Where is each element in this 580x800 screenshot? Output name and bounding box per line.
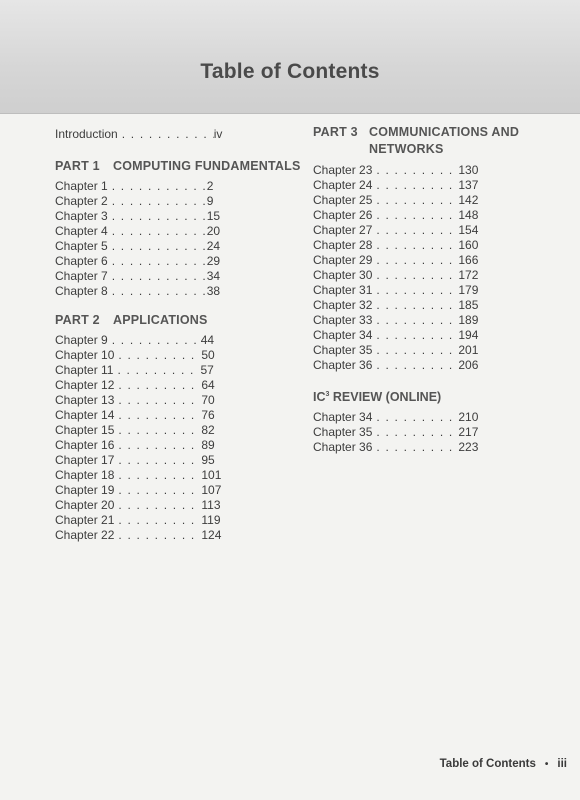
part-3-chapter-list [313,163,563,373]
page-footer [440,758,567,770]
leader-dots [118,483,201,498]
part-number: PART 1 [55,159,100,173]
entry-label: Chapter 15 [55,423,115,437]
leader-dots [112,209,207,224]
toc-entry[interactable] [55,513,305,528]
toc-entry[interactable] [313,425,563,440]
entry-page: 137 [458,178,479,192]
toc-entry[interactable] [313,343,563,358]
entry-label: Chapter 17 [55,453,115,467]
entry-page: 142 [458,193,479,207]
toc-entry[interactable] [55,284,305,299]
toc-entry[interactable] [55,498,305,513]
review-heading-suffix: REVIEW (ONLINE) [329,390,442,405]
toc-entry[interactable] [55,179,305,194]
leader-dots [376,268,458,283]
entry-page: 154 [458,223,479,237]
entry-label: Chapter 25 [313,193,373,207]
leader-dots [376,328,458,343]
part-2-chapter-list [55,333,305,543]
toc-entry[interactable] [55,239,305,254]
toc-entry[interactable] [313,238,563,253]
entry-label: Chapter 27 [313,223,373,237]
leader-dots [376,238,458,253]
toc-entry[interactable] [313,328,563,343]
entry-label: Chapter 7 [55,269,108,283]
entry-page: 82 [201,423,215,437]
leader-dots [376,410,458,425]
header-band [0,0,580,114]
leader-dots [376,440,458,455]
entry-label: Chapter 14 [55,408,115,422]
part-name-line-2: NETWORKS [369,142,444,156]
entry-page: 70 [201,393,215,407]
entry-label: Chapter 4 [55,224,108,238]
entry-page: 130 [458,163,479,177]
entry-page: 101 [201,468,222,482]
review-heading-superscript: 3 [325,391,330,398]
leader-dots [376,283,458,298]
entry-page: 89 [201,438,215,452]
toc-entry[interactable] [55,438,305,453]
entry-label: Chapter 10 [55,348,115,362]
toc-entry[interactable] [55,269,305,284]
entry-page: 201 [458,343,479,357]
entry-label: Chapter 32 [313,298,373,312]
toc-entry[interactable] [313,358,563,373]
leader-dots [112,239,207,254]
toc-right-column [313,124,563,455]
entry-page: 166 [458,253,479,267]
entry-label: Chapter 35 [313,343,373,357]
entry-page: 95 [201,453,215,467]
toc-entry[interactable] [313,193,563,208]
toc-entry[interactable] [313,178,563,193]
toc-entry-introduction[interactable] [55,127,305,142]
leader-dots [376,178,458,193]
entry-label: Chapter 36 [313,440,373,455]
entry-page: 172 [458,268,479,282]
entry-page: 206 [458,358,479,372]
toc-entry[interactable] [313,163,563,178]
toc-entry[interactable] [55,453,305,468]
toc-entry[interactable] [55,194,305,209]
entry-page: 29 [206,254,221,268]
part-1-chapter-list [55,179,305,299]
entry-label: Chapter 34 [313,328,373,342]
toc-entry[interactable] [55,528,305,543]
entry-page: 217 [458,425,479,440]
toc-entry[interactable] [55,378,305,393]
entry-page: 160 [458,238,479,252]
page-title: Table of Contents [200,60,380,83]
toc-entry[interactable] [55,423,305,438]
review-chapter-list [313,410,563,455]
entry-label: Chapter 31 [313,283,373,297]
entry-page: 64 [201,378,215,392]
entry-label: Chapter 34 [313,410,373,425]
part-name: COMPUTING FUNDAMENTALS [113,159,301,173]
entry-page: 57 [200,363,214,377]
entry-page: iv [213,127,223,141]
part-name [369,124,563,158]
leader-dots [376,313,458,328]
leader-dots [112,284,207,299]
footer-title: Table of Contents [439,758,536,770]
leader-dots [376,223,458,238]
entry-page: 38 [206,284,221,298]
toc-entry[interactable] [313,298,563,313]
leader-dots [376,253,458,268]
leader-dots [118,423,201,438]
leader-dots [118,348,201,363]
entry-page: 9 [206,194,214,208]
leader-dots [118,468,201,483]
toc-entry[interactable] [55,408,305,423]
leader-dots [122,127,214,142]
toc-entry[interactable] [313,208,563,223]
entry-page: 24 [206,239,221,253]
entry-label: Chapter 24 [313,178,373,192]
entry-page: 124 [201,528,222,542]
toc-entry[interactable] [313,313,563,328]
leader-dots [376,358,458,373]
part-name-line-1: COMMUNICATIONS AND [369,125,520,139]
toc-entry[interactable] [55,254,305,269]
toc-entry[interactable] [313,253,563,268]
part-3-heading [313,124,563,158]
leader-dots [376,193,458,208]
leader-dots [118,498,201,513]
leader-dots [376,425,458,440]
toc-entry[interactable] [55,468,305,483]
entry-page: 50 [201,348,215,362]
leader-dots [376,163,458,178]
entry-label: Chapter 20 [55,498,115,512]
footer-bullet: • [544,758,549,770]
toc-entry[interactable] [55,348,305,363]
entry-page: 76 [201,408,215,422]
entry-page: 185 [458,298,479,312]
entry-page: 44 [200,333,215,347]
entry-label: Chapter 2 [55,194,108,208]
entry-page: 107 [201,483,222,497]
entry-page: 148 [458,208,479,222]
leader-dots [118,408,201,423]
leader-dots [118,513,201,528]
entry-page: 179 [458,283,479,297]
toc-entry[interactable] [313,268,563,283]
toc-entry[interactable] [55,224,305,239]
toc-entry[interactable] [313,283,563,298]
entry-label: Chapter 36 [313,358,373,372]
leader-dots [376,343,458,358]
entry-label: Chapter 28 [313,238,373,252]
toc-entry[interactable] [55,393,305,408]
leader-dots [118,438,201,453]
ic3-review-heading [313,386,563,406]
entry-label: Chapter 21 [55,513,115,527]
toc-entry[interactable] [313,223,563,238]
entry-label: Chapter 26 [313,208,373,222]
entry-page: 2 [206,179,214,193]
entry-label: Chapter 11 [55,363,114,377]
leader-dots [118,393,201,408]
leader-dots [376,208,458,223]
toc-entry[interactable] [313,410,563,425]
toc-entry[interactable] [313,440,563,455]
leader-dots [118,453,201,468]
leader-dots [376,298,458,313]
entry-page: 194 [458,328,479,342]
leader-dots [112,269,207,284]
leader-dots [117,363,200,378]
entry-page: 210 [458,410,479,425]
entry-label: Chapter 6 [55,254,108,268]
entry-label: Chapter 35 [313,425,373,440]
toc-entry[interactable] [55,333,305,348]
entry-label: Chapter 16 [55,438,115,452]
entry-page: 119 [201,513,221,527]
page-number: iii [557,758,567,770]
toc-left-column [55,127,305,543]
leader-dots [112,254,207,269]
entry-label: Chapter 8 [55,284,108,298]
part-1-heading [55,158,305,175]
entry-label: Chapter 18 [55,468,115,482]
entry-page: 20 [206,224,221,238]
entry-label: Chapter 23 [313,163,373,177]
part-name: APPLICATIONS [113,313,208,327]
leader-dots [118,528,201,543]
entry-label: Introduction [55,127,118,141]
toc-entry[interactable] [55,483,305,498]
entry-label: Chapter 1 [55,179,108,193]
toc-entry[interactable] [55,209,305,224]
leader-dots [112,179,207,194]
entry-page: 15 [206,209,221,223]
leader-dots [112,194,207,209]
entry-label: Chapter 33 [313,313,373,327]
leader-dots [112,333,201,348]
review-heading-prefix: IC [313,390,326,405]
part-2-heading [55,312,305,329]
entry-label: Chapter 29 [313,253,373,267]
entry-page: 189 [458,313,479,327]
part-number: PART 3 [313,125,358,139]
leader-dots [112,224,207,239]
entry-label: Chapter 30 [313,268,373,282]
leader-dots [118,378,201,393]
entry-label: Chapter 19 [55,483,115,497]
entry-label: Chapter 9 [55,333,108,347]
entry-label: Chapter 5 [55,239,108,253]
entry-label: Chapter 12 [55,378,115,392]
entry-page: 223 [458,440,479,455]
entry-label: Chapter 22 [55,528,115,542]
toc-entry[interactable] [55,363,305,378]
entry-label: Chapter 13 [55,393,115,407]
entry-label: Chapter 3 [55,209,108,223]
entry-page: 113 [201,498,221,512]
entry-page: 34 [206,269,221,283]
part-number: PART 2 [55,313,100,327]
